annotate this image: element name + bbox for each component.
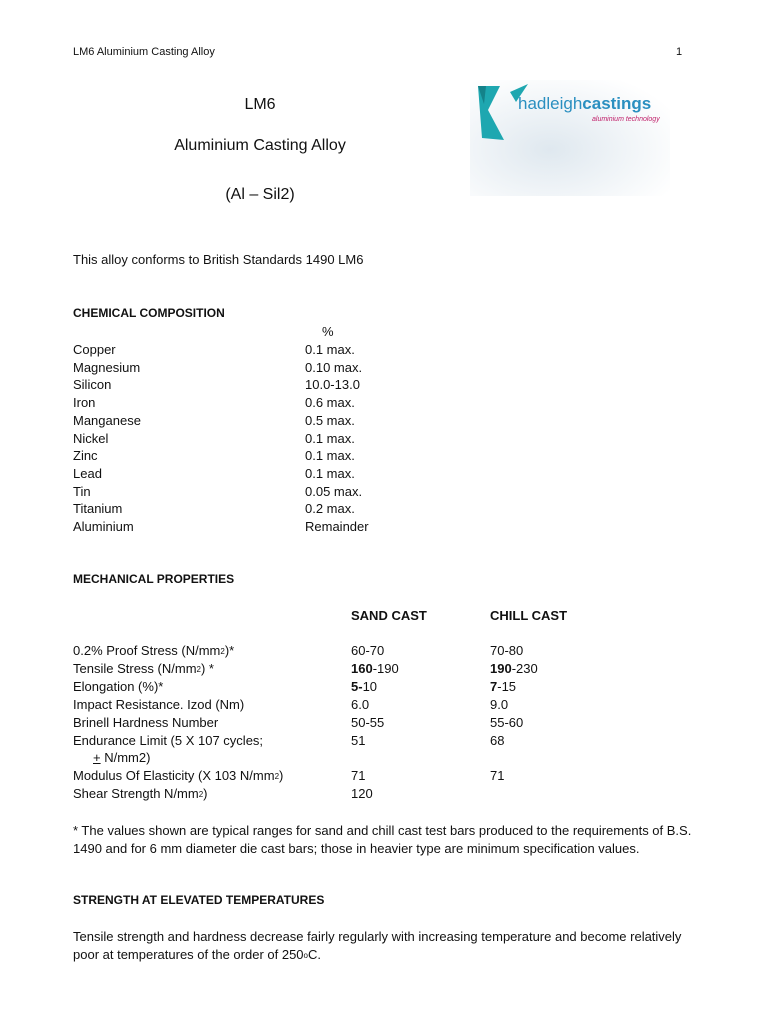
chemical-unit-header: % <box>322 324 334 339</box>
element-value: 10.0-13.0 <box>305 377 360 393</box>
mechanical-row <box>73 679 713 697</box>
elevated-text-main: Tensile strength and hardness decrease fairly regularly with increasing temperature and become relatively poor at temperatures of the order of 250 <box>73 929 682 962</box>
col-sand-cast: SAND CAST <box>351 608 427 623</box>
mechanical-row <box>73 751 713 769</box>
chemical-row <box>73 431 713 449</box>
chemical-row <box>73 360 713 378</box>
sand-cast-range: 71 <box>351 768 366 783</box>
sand-cast-value <box>351 697 369 712</box>
property-main: 0.2% Proof Stress (N/mm <box>73 643 221 658</box>
mechanical-row <box>73 768 713 786</box>
chemical-row <box>73 519 713 537</box>
elevated-heading: STRENGTH AT ELEVATED TEMPERATURES <box>73 893 325 907</box>
mechanical-row <box>73 697 713 715</box>
property-name <box>73 661 214 676</box>
property-main: Brinell Hardness Number <box>73 715 219 730</box>
element-name: Lead <box>73 465 102 481</box>
property-main: Elongation (%)* <box>73 679 164 694</box>
sand-cast-value <box>351 679 377 694</box>
property-main: Tensile Stress (N/mm <box>73 661 197 676</box>
element-value: 0.2 max. <box>305 501 355 517</box>
sand-cast-range: 50-55 <box>351 715 385 730</box>
endurance-unit: N/mm2) <box>100 750 151 765</box>
chemical-row <box>73 342 713 360</box>
chemical-row <box>73 377 713 395</box>
title-alloy: Aluminium Casting Alloy <box>174 137 346 154</box>
element-name: Magnesium <box>73 359 141 375</box>
sand-cast-range: 60-70 <box>351 643 385 658</box>
chill-cast-min: 190 <box>490 661 512 676</box>
chill-cast-range: 71 <box>490 768 505 783</box>
chemical-row <box>73 484 713 502</box>
mechanical-row <box>73 661 713 679</box>
element-name: Copper <box>73 342 116 357</box>
mechanical-row <box>73 786 713 804</box>
property-name <box>73 733 263 748</box>
property-main: Modulus Of Elasticity (X 103 N/mm <box>73 768 275 783</box>
property-sup: 2 <box>196 665 201 674</box>
element-value: 0.05 max. <box>305 483 363 499</box>
intro-text: This alloy conforms to British Standards 1490 LM6 <box>73 252 364 267</box>
property-name <box>73 697 244 712</box>
property-name <box>73 643 234 658</box>
chill-cast-value <box>490 697 508 712</box>
property-name <box>73 679 163 694</box>
property-sup: 2 <box>274 772 280 781</box>
mechanical-row <box>73 643 713 661</box>
element-value: 0.5 max. <box>305 412 355 428</box>
sand-cast-range: 120 <box>351 786 373 801</box>
sand-cast-value <box>351 661 399 676</box>
chill-cast-range: -230 <box>511 661 538 676</box>
element-name: Zinc <box>73 448 98 464</box>
element-value: Remainder <box>305 519 369 534</box>
endurance-continuation <box>93 750 150 765</box>
sand-cast-value <box>351 733 365 748</box>
property-sup: 2 <box>198 790 204 799</box>
mechanical-heading: MECHANICAL PROPERTIES <box>73 572 235 586</box>
chill-cast-range: 68 <box>490 733 505 748</box>
element-name: Tin <box>73 483 91 499</box>
chill-cast-range: 70-80 <box>490 643 524 658</box>
title-designation: (Al – Sil2) <box>225 186 295 203</box>
property-main: Endurance Limit (5 X 107 cycles; <box>73 733 264 748</box>
chill-cast-value <box>490 643 523 658</box>
property-main: Shear Strength N/mm <box>73 786 199 801</box>
chemical-row <box>73 395 713 413</box>
chill-cast-value <box>490 715 523 730</box>
element-value: 0.1 max. <box>305 342 355 357</box>
running-header-title: LM6 Aluminium Casting Alloy <box>73 46 215 58</box>
logo-tagline: aluminium technology <box>592 116 660 123</box>
chemical-row <box>73 448 713 466</box>
property-tail: ) <box>279 768 284 783</box>
chill-cast-value <box>490 733 504 748</box>
property-tail: )* <box>224 643 235 658</box>
sand-cast-value <box>351 643 384 658</box>
chemical-heading: CHEMICAL COMPOSITION <box>73 306 225 320</box>
sand-cast-value <box>351 715 384 730</box>
element-name: Silicon <box>73 377 112 393</box>
chill-cast-value <box>490 679 516 694</box>
degree-sup: o <box>303 951 308 960</box>
plus-minus-sign: + <box>93 750 101 765</box>
footnote: * The values shown are typical ranges for sand and chill cast test bars produced to the requirements of B.S. 1490 and for 6 mm diameter die cast bars; those in heavier type are minimum specification values. <box>73 823 692 856</box>
property-name <box>73 768 283 783</box>
col-chill-cast: CHILL CAST <box>490 608 568 623</box>
chill-cast-range: 9.0 <box>490 697 509 712</box>
element-name: Iron <box>73 395 96 411</box>
mechanical-row <box>73 715 713 733</box>
chill-cast-range: 55-60 <box>490 715 524 730</box>
property-main: Impact Resistance. Izod (Nm) <box>73 697 245 712</box>
logo-name-regular: hadleigh <box>518 94 583 113</box>
element-name: Nickel <box>73 430 109 446</box>
chemical-row <box>73 501 713 519</box>
sand-cast-value <box>351 768 365 783</box>
property-name <box>73 715 218 730</box>
company-logo <box>470 80 670 196</box>
chill-cast-value <box>490 661 538 676</box>
sand-cast-range: 10 <box>362 679 378 694</box>
page-number: 1 <box>676 46 683 58</box>
element-name: Aluminium <box>73 519 134 534</box>
sand-cast-value <box>351 786 373 801</box>
chill-cast-value <box>490 768 504 783</box>
elevated-text-tail: C. <box>307 947 321 962</box>
element-value: 0.10 max. <box>305 359 363 375</box>
element-value: 0.1 max. <box>305 430 355 446</box>
title-lm6: LM6 <box>244 96 276 113</box>
sand-cast-min: 160 <box>351 661 373 676</box>
chill-cast-range: -15 <box>497 679 517 694</box>
mechanical-row <box>73 733 713 751</box>
sand-cast-range: 6.0 <box>351 697 370 712</box>
chill-cast-min: 7 <box>490 679 498 694</box>
element-value: 0.1 max. <box>305 448 355 464</box>
sand-cast-range: 51 <box>351 733 366 748</box>
property-tail: ) * <box>200 661 214 676</box>
sand-cast-min: 5- <box>351 679 363 694</box>
property-tail: ) <box>203 786 208 801</box>
element-name: Manganese <box>73 412 141 428</box>
chemical-row <box>73 466 713 484</box>
elevated-text <box>73 928 698 965</box>
logo-name-bold: castings <box>582 94 652 113</box>
element-name: Titanium <box>73 501 123 517</box>
element-value: 0.6 max. <box>305 395 355 411</box>
property-sup: 2 <box>220 647 225 656</box>
sand-cast-range: -190 <box>372 661 399 676</box>
chemical-row <box>73 413 713 431</box>
property-name <box>73 786 208 801</box>
element-value: 0.1 max. <box>305 465 355 481</box>
